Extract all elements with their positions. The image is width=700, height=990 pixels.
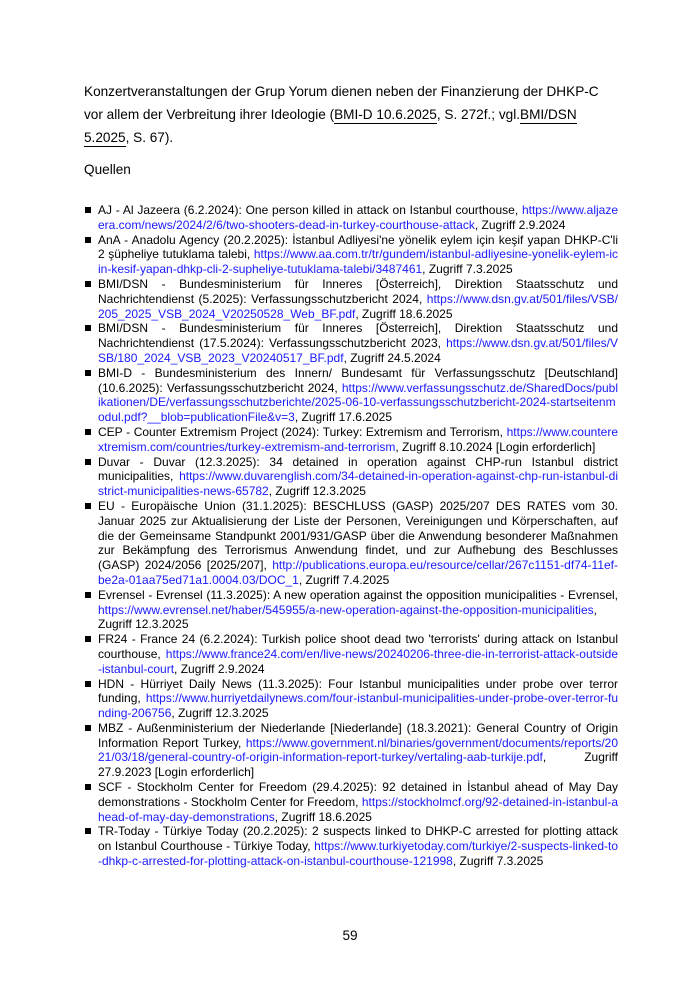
reference-url[interactable]: https://www.counterextremism.com/countries/turkey-extremism-and-terrorism	[98, 424, 618, 454]
reference-url[interactable]: http://publications.europa.eu/resource/cellar/267c1151-df74-11ef-be2a-01aa75ed71a1.0004.03/DOC_1	[98, 558, 618, 587]
reference-item: AnA - Anadolu Agency (20.2.2025): İstanbul Adliyesi'ne yönelik eylem için keşif yapan DHKP-C'li 2 şüpheliye tutuklama talebi, https://www.aa.com.tr/tr/gundem/istanbul-adliyesine-yonelik-eylem-icin-kesif-yapan-dhkp-cli-2-supheliye-tutuklama-talebi/3487461, Zugriff 7.3.2025	[84, 233, 618, 277]
reference-item: BMI/DSN - Bundesministerium für Inneres [Österreich], Direktion Staatsschutz und Nachrichtendienst (17.5.2024): Verfassungsschutzbericht 2023, https://www.dsn.gv.at/501/files/VSB/180_2024_VSB_2023_V20240517_BF.pdf, Zugriff 24.5.2024	[84, 321, 618, 365]
bullet-icon	[85, 828, 91, 834]
bullet-icon	[85, 459, 91, 465]
reference-url[interactable]: https://stockholmcf.org/92-detained-in-istanbul-ahead-of-may-day-demonstrations	[98, 794, 618, 824]
intro-text-2: , S. 272f.; vgl.	[436, 107, 520, 122]
reference-item: BMI/DSN - Bundesministerium für Inneres [Österreich], Direktion Staatsschutz und Nachrichtendienst (5.2025): Verfassungsschutzbericht 2024, https://www.dsn.gv.at/501/files/VSB/205_2025_VSB_2024_V20250528_Web_BF.pdf, Zugriff 18.6.2025	[84, 277, 618, 321]
bullet-icon	[85, 429, 91, 435]
intro-text-3: , S. 67).	[125, 130, 174, 145]
ref-link-bmi-d[interactable]: BMI-D 10.6.2025	[334, 107, 437, 122]
intro-text-1: Konzertveranstaltungen der Grup Yorum dienen neben der Finanzierung der DHKP-C vor allem der Verbreitung ihrer Ideologie (	[84, 84, 599, 122]
reference-item: TR-Today - Türkiye Today (20.2.2025): 2 suspects linked to DHKP-C arrested for plotting attack on Istanbul Courthouse - Türkiye Today, https://www.turkiyetoday.com/turkiye/2-suspects-linked-to-dhkp-c-arrested-for-plotting-attack-on-istanbul-courthouse-121998, Zugriff 7.3.2025	[84, 824, 618, 868]
bullet-icon	[85, 784, 91, 790]
bullet-icon	[85, 725, 91, 731]
reference-url[interactable]: https://www.turkiyetoday.com/turkiye/2-suspects-linked-to-dhkp-c-arrested-for-plotting-attack-on-istanbul-courthouse-121998	[98, 839, 618, 869]
reference-item: Duvar - Duvar (12.3.2025): 34 detained in operation against CHP-run Istanbul district municipalities, https://www.duvarenglish.com/34-detained-in-operation-against-chp-run-istanbul-district-municipalities-news-65782, Zugriff 12.3.2025	[84, 455, 618, 499]
bullet-icon	[85, 370, 91, 376]
reference-list	[84, 203, 618, 869]
bullet-icon	[85, 636, 91, 642]
bullet-icon	[85, 681, 91, 687]
bullet-icon	[85, 207, 91, 213]
bullet-icon	[85, 237, 91, 243]
ref-link-bmi-dsn[interactable]: BMI/DSN 5.2025	[84, 107, 577, 145]
reference-url[interactable]: https://www.france24.com/en/live-news/20240206-three-die-in-terrorist-attack-outside-istanbul-court	[98, 646, 618, 676]
reference-item: CEP - Counter Extremism Project (2024): Turkey: Extremism and Terrorism, https://www.counterextremism.com/countries/turkey-extremism-and-terrorism, Zugriff 8.10.2024 [Login erforderlich]	[84, 425, 618, 455]
reference-item: EU - Europäische Union (31.1.2025): BESCHLUSS (GASP) 2025/207 DES RATES vom 30. Januar 2025 zur Aktualisierung der Liste der Personen, Vereinigungen und Körperschaften, auf die der Gemeinsame Standpunkt 2001/931/GASP über die Anwendung besonderer Maßnahmen zur Bekämpfung des Terrorismus Anwendung findet, und zur Aufhebung des Beschlusses (GASP) 2024/2056 [2025/207], http://publications.europa.eu/resource/cellar/267c1151-df74-11ef-be2a-01aa75ed71a1.0004.03/DOC_1, Zugriff 7.4.2025	[84, 499, 618, 588]
page-number: 59	[342, 928, 358, 943]
reference-url[interactable]: https://www.aljazeera.com/news/2024/2/6/two-shooters-dead-in-turkey-courthouse-attack	[98, 203, 618, 232]
reference-url[interactable]: https://www.government.nl/binaries/government/documents/reports/2021/03/18/general-country-of-origin-information-report-turkey/vertaling-aab-turkije.pdf	[98, 735, 618, 765]
reference-url[interactable]: https://www.dsn.gv.at/501/files/VSB/205_2025_VSB_2024_V20250528_Web_BF.pdf	[98, 291, 618, 321]
reference-url[interactable]: https://www.aa.com.tr/tr/gundem/istanbul-adliyesine-yonelik-eylem-icin-kesif-yapan-dhkp-cli-2-supheliye-tutuklama-talebi/3487461	[98, 247, 618, 277]
bullet-icon	[85, 325, 91, 331]
page-content	[84, 80, 618, 869]
reference-item: SCF - Stockholm Center for Freedom (29.4.2025): 92 detained in İstanbul ahead of May Day demonstrations - Stockholm Center for Freedom, https://stockholmcf.org/92-detained-in-istanbul-ahead-of-may-day-demonstrations, Zugriff 18.6.2025	[84, 780, 618, 824]
reference-item: Evrensel - Evrensel (11.3.2025): A new operation against the opposition municipalities - Evrensel, https://www.evrensel.net/haber/545955/a-new-operation-against-the-opposition-municipalities, Zugriff 12.3.2025	[84, 588, 618, 632]
reference-url[interactable]: https://www.dsn.gv.at/501/files/VSB/180_2024_VSB_2023_V20240517_BF.pdf	[98, 336, 618, 365]
reference-url[interactable]: https://www.evrensel.net/haber/545955/a-new-operation-against-the-opposition-municipalities	[98, 602, 594, 617]
sources-heading: Quellen	[84, 162, 131, 177]
reference-url[interactable]: https://www.duvarenglish.com/34-detained-in-operation-against-chp-run-istanbul-district-municipalities-news-65782	[98, 469, 618, 499]
bullet-icon	[85, 281, 91, 287]
reference-item: MBZ - Außenministerium der Niederlande [Niederlande] (18.3.2021): General Country of Origin Information Report Turkey, https://www.government.nl/binaries/government/documents/reports/2021/03/18/general-country-of-origin-information-report-turkey/vertaling-aab-turkije.pdf, Zugriff 27.9.2023 [Login erforderlich]	[84, 721, 618, 780]
intro-paragraph	[84, 80, 618, 149]
reference-item: HDN - Hürriyet Daily News (11.3.2025): Four Istanbul municipalities under probe over terror funding, https://www.hurriyetdailynews.com/four-istanbul-municipalities-under-probe-over-terror-funding-206756, Zugriff 12.3.2025	[84, 677, 618, 721]
reference-item: BMI-D - Bundesministerium des Innern/ Bundesamt für Verfassungsschutz [Deutschland] (10.6.2025): Verfassungsschutzbericht 2024, https://www.verfassungsschutz.de/SharedDocs/publikationen/DE/verfassungsschutzberichte/2025-06-10-verfassungsschutzbericht-2024-startseitenmodul.pdf?__blob=publicationFile&v=3, Zugriff 17.6.2025	[84, 366, 618, 425]
bullet-icon	[85, 503, 91, 509]
reference-url[interactable]: https://www.hurriyetdailynews.com/four-istanbul-municipalities-under-probe-over-terror-funding-206756	[98, 691, 618, 721]
reference-item: FR24 - France 24 (6.2.2024): Turkish police shoot dead two 'terrorists' during attack on Istanbul courthouse, https://www.france24.com/en/live-news/20240206-three-die-in-terrorist-attack-outside-istanbul-court, Zugriff 2.9.2024	[84, 632, 618, 676]
reference-item: AJ - Al Jazeera (6.2.2024): One person killed in attack on Istanbul courthouse, https://www.aljazeera.com/news/2024/2/6/two-shooters-dead-in-turkey-courthouse-attack, Zugriff 2.9.2024	[84, 203, 618, 233]
bullet-icon	[85, 592, 91, 598]
reference-url[interactable]: https://www.verfassungsschutz.de/SharedDocs/publikationen/DE/verfassungsschutzberichte/2025-06-10-verfassungsschutzbericht-2024-startseitenmodul.pdf?__blob=publicationFile&v=3	[98, 380, 618, 425]
